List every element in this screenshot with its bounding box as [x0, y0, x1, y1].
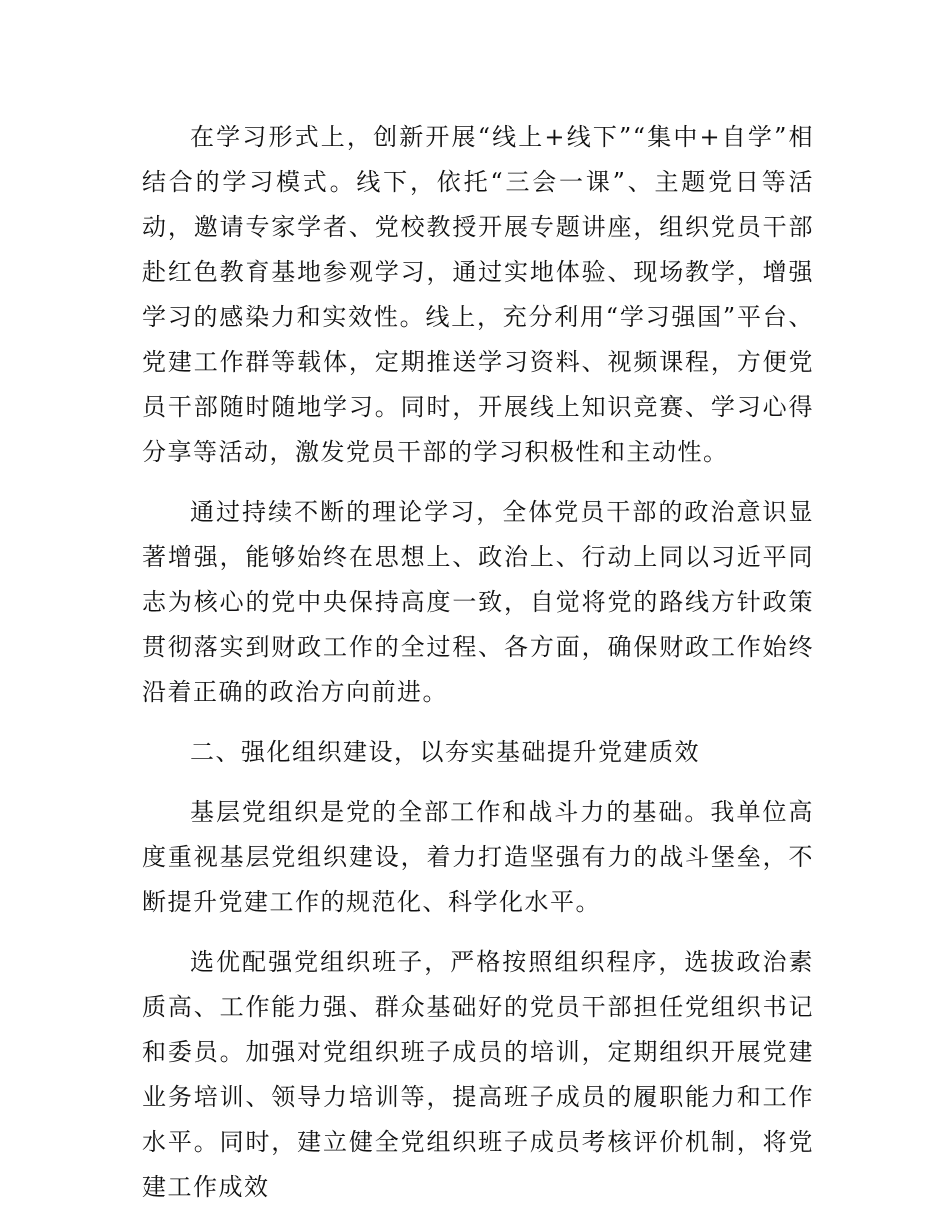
document-body — [142, 115, 814, 1210]
section-heading: 二、强化组织建设，以夯实基础提升党建质效 — [190, 738, 700, 766]
paragraph-learning-results: 通过持续不断的理论学习，全体党员干部的政治意识显著增强，能够始终在思想上、政治上、行动上同以习近平同志为核心的党中央保持高度一致，自觉将党的路线方针政策贯彻落实到财政工作的全过程、各方面，确保财政工作始终沿着正确的政治方向前进。 — [142, 498, 814, 706]
paragraph-organization-intro: 基层党组织是党的全部工作和战斗力的基础。我单位高度重视基层党组织建设，着力打造坚强有力的战斗堡垒，不断提升党建工作的规范化、科学化水平。 — [142, 798, 814, 916]
paragraph-learning-format: 在学习形式上，创新开展“线上+线下”“集中+自学”相结合的学习模式。线下，依托“三会一课”、主题党日等活动，邀请专家学者、党校教授开展专题讲座，组织党员干部赴红色教育基地参观学习，通过实地体验、现场教学，增强学习的感染力和实效性。线上，充分利用“学习强国”平台、党建工作群等载体，定期推送学习资料、视频课程，方便党员干部随时随地学习。同时，开展线上知识竞赛、学习心得分享等活动，激发党员干部的学习积极性和主动性。 — [142, 123, 814, 466]
paragraph-leadership-team: 选优配强党组织班子，严格按照组织程序，选拔政治素质高、工作能力强、群众基础好的党员干部担任党组织书记和委员。加强对党组织班子成员的培训，定期组织开展党建业务培训、领导力培训等，提高班子成员的履职能力和工作水平。同时，建立健全党组织班子成员考核评价机制，将党建工作成效 — [142, 948, 814, 1201]
